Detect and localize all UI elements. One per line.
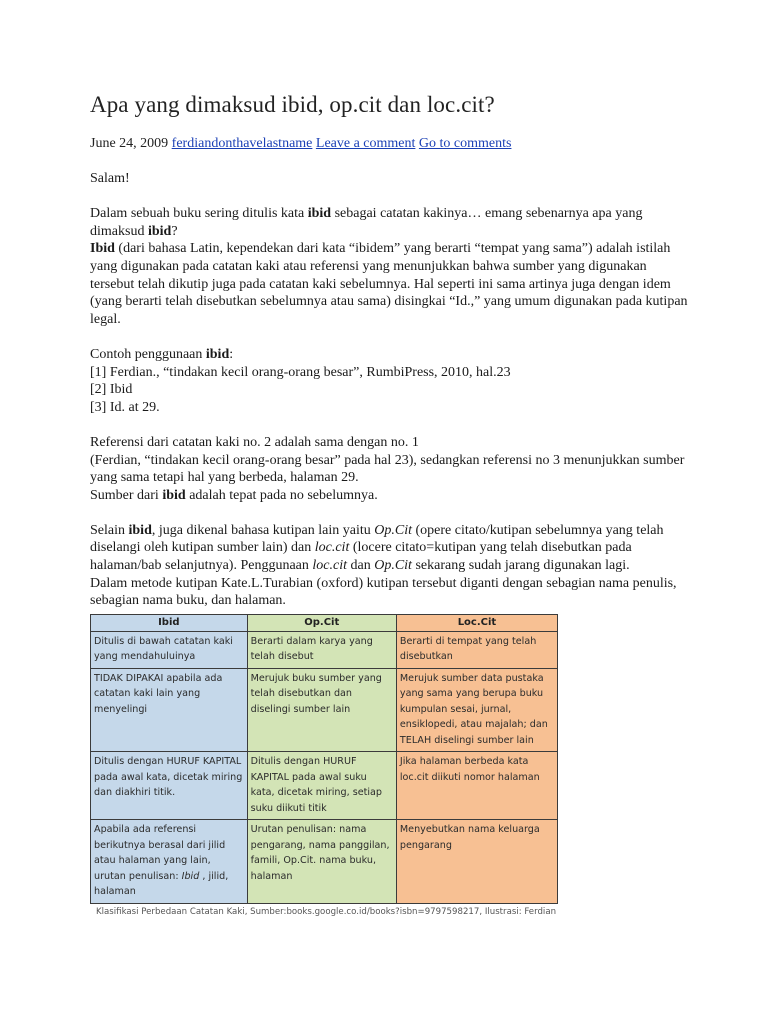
reference-explanation-3: Sumber dari ibid adalah tepat pada no sebelumnya. xyxy=(90,487,378,503)
paragraph-opcit-loccit: Selain ibid, juga dikenal bahasa kutipan lain yaitu Op.Cit (opere citato/kutipan sebelumnya yang telah diselangi oleh kutipan sumber lain) dan loc.cit (locere citato=kutipan yang telah disebutkan pada halaman/bab selanjutnya). Penggunaan loc.cit dan Op.Cit sekarang sudah jarang digunakan lagi. xyxy=(90,522,664,574)
table-cell: Jika halaman berbeda kata loc.cit diikuti nomor halaman xyxy=(396,752,557,820)
table-cell: Berarti di tempat yang telah disebutkan xyxy=(396,631,557,668)
table-cell: Menyebutkan nama keluarga pengarang xyxy=(396,820,557,904)
paragraph-turabian: Dalam metode kutipan Kate.L.Turabian (oxford) kutipan tersebut diganti dengan sebagian nama penulis, sebagian nama buku, dan halaman. xyxy=(90,575,677,609)
table-row xyxy=(91,820,558,904)
table-cell: Ditulis dengan HURUF KAPITAL pada awal kata, dicetak miring dan diakhiri titik. xyxy=(91,752,248,820)
table-cell: TIDAK DIPAKAI apabila ada catatan kaki lain yang menyelingi xyxy=(91,668,248,752)
go-to-comments-link[interactable]: Go to comments xyxy=(418,136,512,151)
reference-explanation-1: Referensi dari catatan kaki no. 2 adalah sama dengan no. 1 xyxy=(90,434,419,450)
example-3: [3] Id. at 29. xyxy=(90,399,160,415)
table-cell: Berarti dalam karya yang telah disebut xyxy=(247,631,396,668)
reference-explanation-2: (Ferdian, “tindakan kecil orang-orang besar” pada hal 23), sedangkan referensi no 3 menunjukkan sumber yang sama tetapi hal yang berbeda, halaman 29. xyxy=(90,452,685,486)
paragraph-intro: Dalam sebuah buku sering ditulis kata ibid sebagai catatan kakinya… emang sebenarnya apa yang dimaksud ibid? xyxy=(90,206,643,239)
table-cell: Urutan penulisan: nama pengarang, nama panggilan, famili, Op.Cit. nama buku, halaman xyxy=(247,820,396,904)
table-cell: Merujuk buku sumber yang telah disebutkan dan diselingi sumber lain xyxy=(247,668,396,752)
table-row xyxy=(91,668,558,752)
example-2: [2] Ibid xyxy=(90,382,133,398)
comparison-table-image xyxy=(90,614,558,917)
example-heading: Contoh penggunaan ibid: xyxy=(90,346,234,362)
table-cell: Ditulis di bawah catatan kaki yang mendahuluinya xyxy=(91,631,248,668)
comparison-table xyxy=(90,614,558,904)
table-caption: Klasifikasi Perbedaan Catatan Kaki, Sumber:books.google.co.id/books?isbn=9797598217, Ilustrasi: Ferdian xyxy=(96,906,557,917)
post-date: June 24, 2009 xyxy=(90,136,169,151)
table-row xyxy=(91,631,558,668)
paragraph-ibid-definition: Ibid (dari bahasa Latin, kependekan dari kata “ibidem” yang berarti “tempat yang sama”) adalah istilah yang digunakan pada catatan kaki atau referensi yang menunjukkan bahwa sumber yang digunakan tersebut telah dikutip juga pada catatan kaki sebelumnya. Hal seperti ini sama artinya juga dengan idem (yang berarti telah disebutkan sebelumnya atau sama) disingkai “Id.,” yang umum digunakan pada kutipan legal. xyxy=(90,241,688,327)
post-meta xyxy=(90,134,690,154)
example-1: [1] Ferdian., “tindakan kecil orang-orang besar”, RumbiPress, 2010, hal.23 xyxy=(90,364,511,380)
greeting: Salam! xyxy=(90,171,130,186)
header-ibid: Ibid xyxy=(91,614,248,631)
table-cell: Merujuk sumber data pustaka yang sama yang berupa buku kumpulan sesai, jurnal, ensiklopedi, atau majalah; dan TELAH diselingi sumber lain xyxy=(396,668,557,752)
author-link[interactable]: ferdiandonthavelastname xyxy=(171,136,313,151)
table-row xyxy=(91,752,558,820)
header-loccit: Loc.Cit xyxy=(396,614,557,631)
post-title: Apa yang dimaksud ibid, op.cit dan loc.cit? xyxy=(90,92,495,117)
post-container xyxy=(90,88,690,917)
leave-comment-link[interactable]: Leave a comment xyxy=(315,136,416,151)
table-cell: Apabila ada referensi berikutnya berasal dari jilid atau halaman yang lain, urutan penulisan: Ibid , jilid, halaman xyxy=(91,820,248,904)
table-cell: Ditulis dengan HURUF KAPITAL pada awal suku kata, dicetak miring, setiap suku diikuti titik xyxy=(247,752,396,820)
header-opcit: Op.Cit xyxy=(247,614,396,631)
